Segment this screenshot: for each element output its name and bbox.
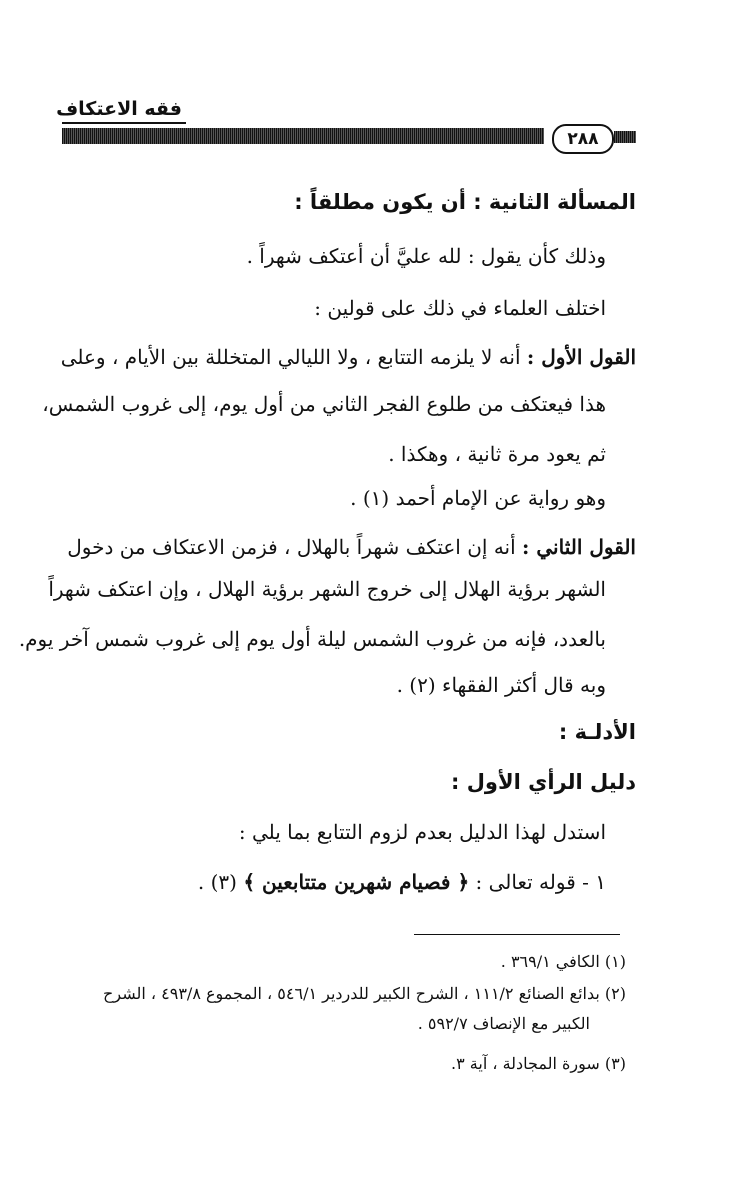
second-opinion-line3: بالعدد، فإنه من غروب الشمس ليلة أول يوم إلى غروب شمس آخر يوم. [18,627,606,651]
page-number: ٢٨٨ [552,124,614,154]
first-view-heading: دليل الرأي الأول : [450,770,636,794]
second-opinion-line1 [67,535,636,559]
footnote-3: (٣) سورة المجادلة ، آية ٣. [451,1054,626,1073]
evidence-1-suffix: (٣) . [197,870,237,894]
header-underline [62,122,186,124]
first-opinion-line2: هذا فيعتكف من طلوع الفجر الثاني من أول يوم، إلى غروب الشمس، [42,392,606,416]
footnote-separator [414,934,620,935]
second-opinion-line2: الشهر برؤية الهلال إلى خروج الشهر برؤية الهلال ، وإن اعتكف شهراً [48,577,606,601]
second-opinion-text: أنه إن اعتكف شهراً بالهلال ، فزمن الاعتكاف من دخول [67,535,516,559]
quranic-verse: ﴿ فصيام شهرين متتابعين ﴾ [243,870,470,894]
evidence-1-prefix: ١ - قوله تعالى : [475,870,606,894]
evidence-item-1 [198,870,606,894]
first-opinion-line1 [61,345,636,369]
issue-heading: المسألة الثانية : أن يكون مطلقاً : [294,190,636,214]
running-title: فقه الاعتكاف [56,98,182,120]
first-opinion-text: أنه لا يلزمه التتابع ، ولا الليالي المتخللة بين الأيام ، وعلى [60,345,521,369]
evidence-intro: استدل لهذا الدليل بعدم لزوم التتابع بما يلي : [238,820,606,844]
header-rule-right [614,131,636,143]
disagreement-line: اختلف العلماء في ذلك على قولين : [314,296,606,320]
footnote-1: (١) الكافي ٣٦٩/١ . [500,952,626,971]
second-opinion-label: القول الثاني : [522,535,636,559]
header-rule [62,128,544,144]
first-opinion-label: القول الأول : [526,345,636,369]
first-opinion-line4: وهو رواية عن الإمام أحمد (١) . [350,486,606,510]
second-opinion-line4: وبه قال أكثر الفقهاء (٢) . [396,673,606,697]
example-line: وذلك كأن يقول : لله عليَّ أن أعتكف شهراً . [246,244,606,268]
footnote-2: (٢) بدائع الصنائع ١١١/٢ ، الشرح الكبير للدردير ٥٤٦/١ ، المجموع ٤٩٣/٨ ، الشرح [103,984,626,1003]
footnote-2-cont: الكبير مع الإنصاف ٥٩٢/٧ . [417,1014,590,1033]
first-opinion-line3: ثم يعود مرة ثانية ، وهكذا . [388,442,606,466]
evidence-heading: الأدلـة : [558,720,636,744]
